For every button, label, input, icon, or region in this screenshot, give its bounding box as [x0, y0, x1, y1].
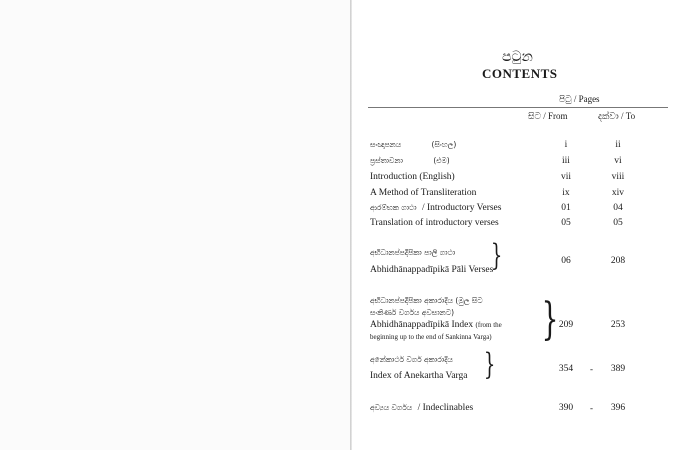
toc-entry: Introduction (English): [370, 172, 455, 182]
group-from: 06: [561, 256, 571, 266]
range-dash: -: [590, 364, 593, 374]
group-label: Index of Anekartha Varga: [370, 371, 468, 381]
group-label-note-cont: beginning up to the end of Sankinna Varga): [370, 333, 492, 341]
toc-entry: [370, 140, 456, 150]
entry-to: viii: [611, 172, 625, 182]
entry-from: iii: [562, 156, 570, 166]
entry-from: ix: [562, 188, 570, 198]
group-label-si: අභිධානප්පදීපිකා පාලි ගාථා: [370, 248, 456, 257]
entry-label: / Indeclinables: [417, 403, 474, 413]
entry-to: vi: [614, 156, 622, 166]
toc-entry: [370, 156, 450, 166]
entry-label-si: ආරම්භක ගාථා: [370, 203, 417, 212]
entry-label-si: අව්‍යය වර්ගය: [370, 403, 413, 412]
entry-from: i: [564, 140, 568, 150]
entry-label: / Introductory Verses: [421, 203, 502, 213]
group-label: Abhidhānappadīpikā Pāli Verses: [370, 265, 494, 275]
column-header-pages: පිටු / Pages: [559, 94, 600, 104]
entry-from: 05: [561, 218, 571, 228]
brace-icon: }: [490, 238, 503, 273]
page-title: CONTENTS: [482, 66, 558, 81]
column-header-from: සිට / From: [528, 111, 568, 121]
range-dash: -: [590, 403, 593, 413]
entry-note: (සිංහල): [431, 140, 457, 149]
group-label-note: (from the: [475, 321, 502, 329]
toc-entry: Translation of introductory verses: [370, 218, 499, 228]
brace-icon: }: [541, 294, 559, 345]
entry-label-si: සංඥාපනය: [370, 140, 402, 149]
group-to: 208: [610, 256, 626, 266]
entry-label-si: ප්‍රස්තාවනා: [370, 156, 403, 165]
group-label-si: අභිධානප්පදීපිකා අකාරාදිය (මුල සිට: [370, 296, 483, 305]
toc-entry: [370, 403, 473, 413]
group-to: 253: [610, 320, 626, 330]
toc-entry: [370, 203, 501, 213]
column-header-to: දක්වා / To: [598, 111, 636, 121]
group-label: [370, 320, 502, 330]
group-from: 390: [558, 403, 574, 413]
group-from: 209: [558, 320, 574, 330]
entry-from: 01: [561, 203, 571, 213]
entry-from: vii: [560, 172, 572, 182]
entry-to: xiv: [611, 188, 625, 198]
group-label-en: Abhidhānappadīpikā Index: [370, 320, 474, 330]
brace-icon: }: [483, 347, 496, 382]
group-label-si-cont: සංකිර්ණ වර්ගය අවසානට): [370, 308, 455, 317]
entry-to: 04: [613, 203, 623, 213]
toc-entry: A Method of Transliteration: [370, 188, 477, 198]
entry-note: (එම): [433, 156, 450, 165]
group-from: 354: [558, 364, 574, 374]
entry-to: 05: [613, 218, 623, 228]
group-label-si: අනේකාර්ථ වර්ග අකාරාදිය: [370, 355, 453, 364]
group-to: 389: [610, 364, 626, 374]
group-to: 396: [610, 403, 626, 413]
contents-page: පටුන CONTENTS පිටු / Pages සිට / From දක්වා / To සංඥාපනය (සිංහල) i ii ප්‍රස්තාවනා (එම) iii vi Introduction (English) vii viii A Method of Transliteration ix xiv ආරම්භක ගාථා / Introductory Verses 01 04 Translation of introductory verses 05 05 අභිධානප්පදීපිකා පාලි ගාථා Abhidhānappadīpikā Pāli Verses } 06 208 අභිධානප්පදීපිකා අකාරාදිය (මුල සිට සංකිර්ණ වර්ගය අවසානට) Abhidhānappadīpikā Index (from the beginning up to the end of Sankinna Varga) } 209 253 අනේකාර්ථ වර්ග අකාරාදිය Index of Anekartha Varga } 354 - 389 අව්‍යය වර්ගය / Indeclinables 390 - 396: [352, 0, 700, 450]
header-rule: [368, 107, 668, 108]
entry-to: ii: [615, 140, 621, 150]
